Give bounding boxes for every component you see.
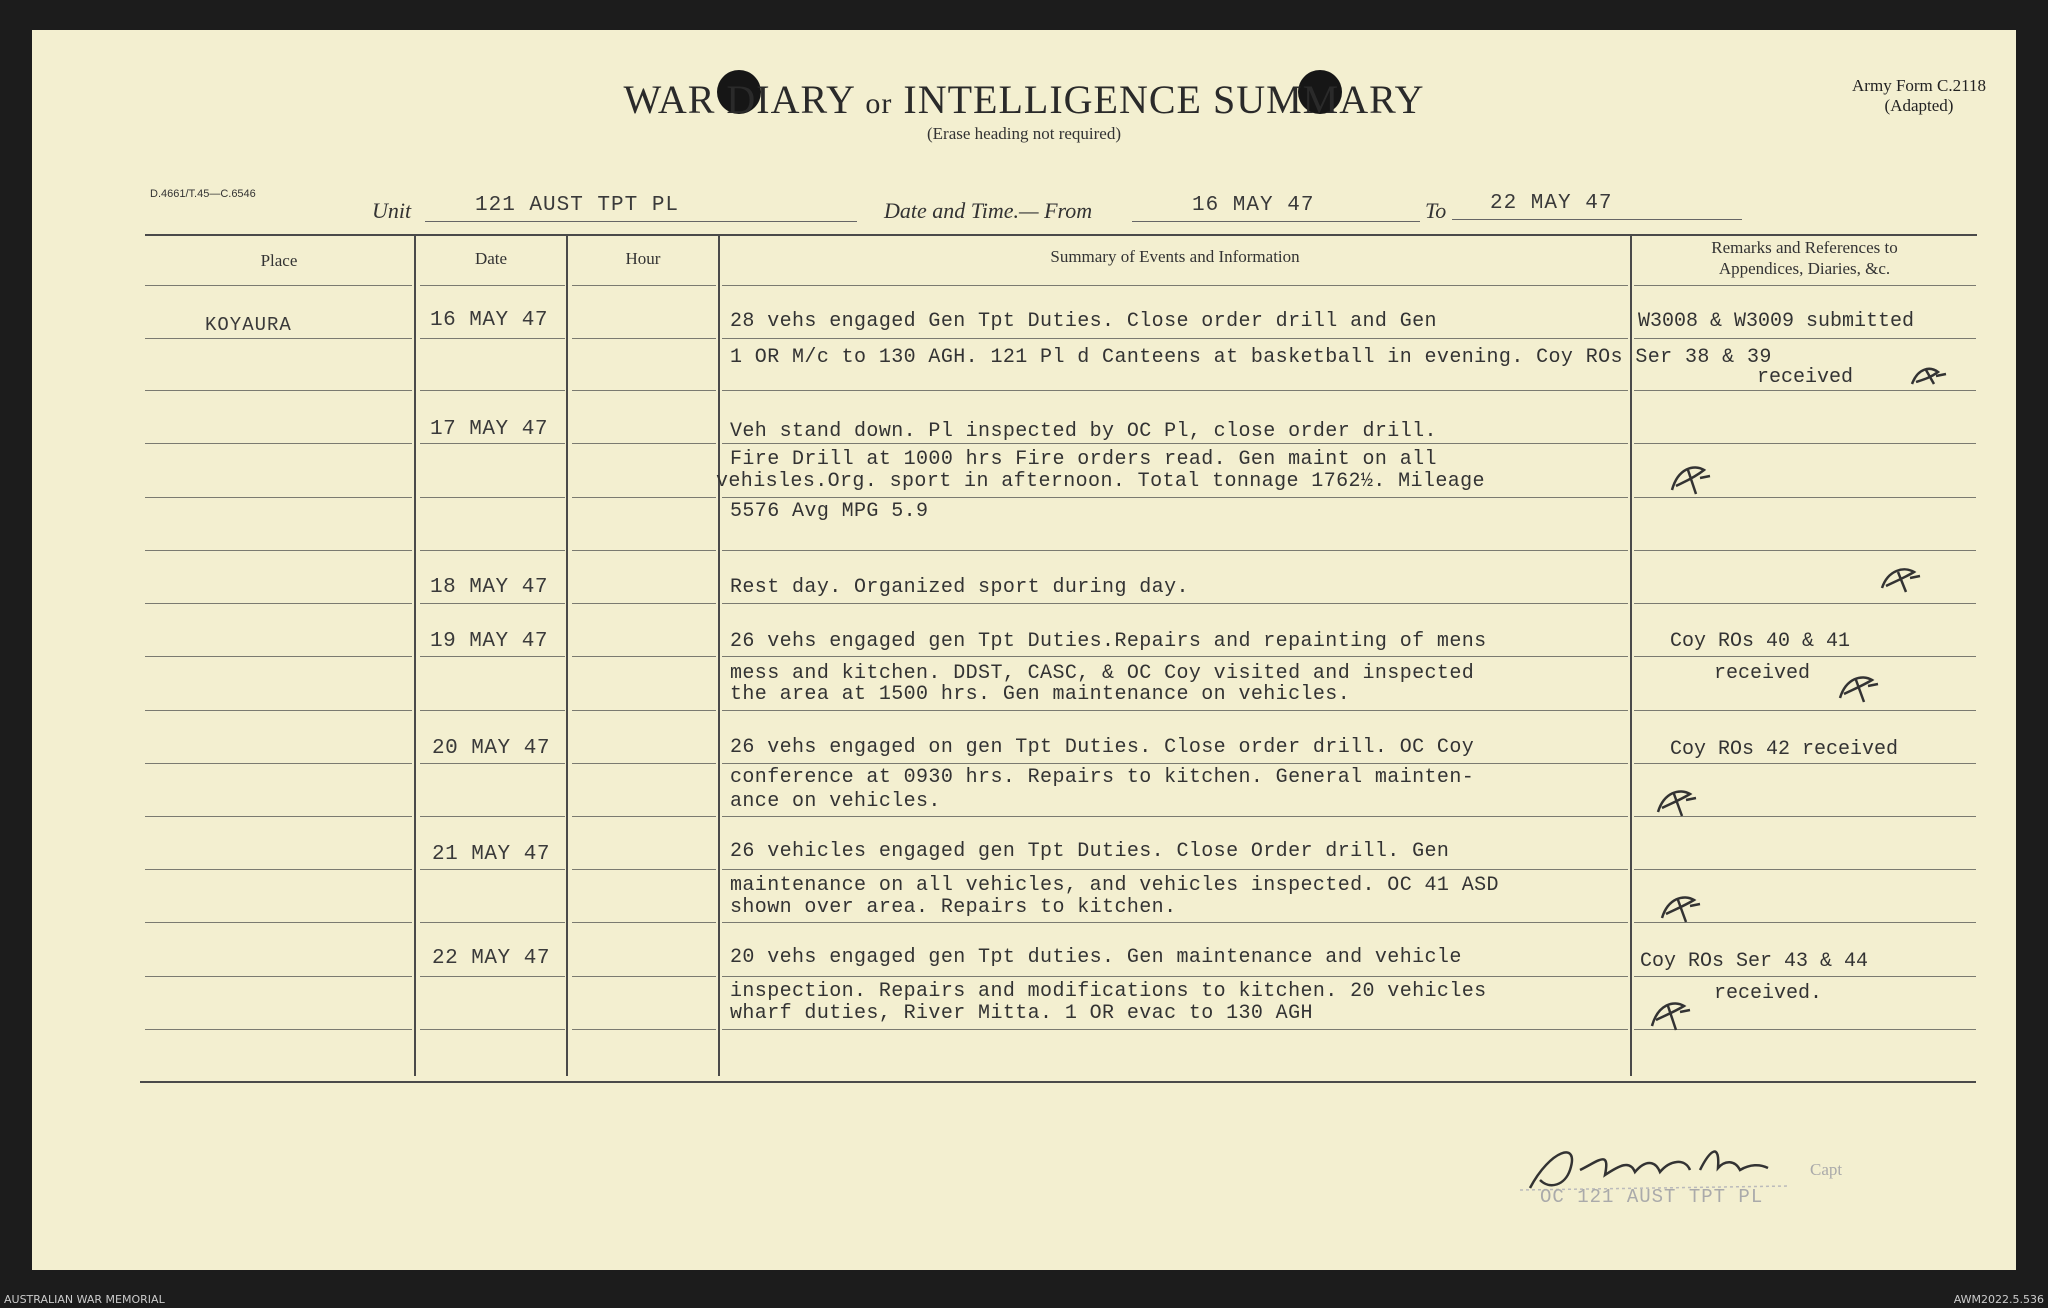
ruled-line [420,285,565,286]
ruled-line [722,603,1628,604]
ruled-line [722,443,1628,444]
handwritten-initial-mark [1908,362,1948,390]
summary-line: conference at 0930 hrs. Repairs to kitchen. General mainten- [730,766,1475,789]
ruled-line [722,976,1628,977]
summary-line: the area at 1500 hrs. Gen maintenance on vehicles. [730,683,1351,706]
handwritten-initial-mark [1652,784,1698,820]
page-title [0,76,2048,123]
title-war-diary: WAR DIARY [623,77,855,122]
form-code: D.4661/T.45—C.6546 [150,188,256,200]
remark-line: received. [1714,982,1823,1005]
unit-underline [425,221,857,222]
army-form-adapted: (Adapted) [1884,96,1954,115]
remark-line: Coy ROs 40 & 41 [1670,630,1851,653]
ruled-line [145,603,412,604]
from-date-value: 16 MAY 47 [1192,194,1315,217]
entry-date: 22 MAY 47 [432,947,550,970]
summary-line: wharf duties, River Mitta. 1 OR evac to 130 AGH [730,1002,1313,1025]
entry-date: 16 MAY 47 [430,309,548,332]
ruled-line [572,497,716,498]
handwritten-initial-mark [1876,562,1922,596]
handwritten-initial-mark [1666,460,1712,500]
ruled-line [145,497,412,498]
ruled-line [572,710,716,711]
army-form-number: Army Form C.2118 [1852,76,1986,95]
ruled-line [145,763,412,764]
unit-value: 121 AUST TPT PL [475,194,680,217]
archive-credit: AUSTRALIAN WAR MEMORIAL [4,1293,165,1306]
ruled-line [722,869,1628,870]
to-label: To [1425,198,1447,223]
ruled-line [572,285,716,286]
ruled-line [572,338,716,339]
summary-line: 20 vehs engaged gen Tpt duties. Gen maintenance and vehicle [730,946,1462,969]
column-header-date: Date [474,249,508,268]
ruled-line [722,285,1628,286]
ruled-line [1634,869,1976,870]
handwritten-initial-mark [1656,890,1702,926]
ruled-line [420,1029,565,1030]
summary-line: mess and kitchen. DDST, CASC, & OC Coy visited and inspected [730,662,1475,685]
ruled-line [572,603,716,604]
erase-note: (Erase heading not required) [927,124,1121,143]
ruled-line [572,1029,716,1030]
summary-line: vehisles.Org. sport in afternoon. Total tonnage 1762½. Mileage [716,470,1485,493]
summary-line: 26 vehs engaged gen Tpt Duties.Repairs and repainting of mens [730,630,1487,653]
ruled-line [420,710,565,711]
ruled-line [420,550,565,551]
army-form-label [1852,76,1986,116]
ruled-line [1634,710,1976,711]
column-header-hour: Hour [625,249,661,268]
ruled-line [420,816,565,817]
to-underline [1452,219,1742,220]
ruled-line [1634,550,1976,551]
handwritten-initial-mark [1834,670,1880,706]
ruled-line [572,763,716,764]
summary-line: 5576 Avg MPG 5.9 [730,500,929,523]
handwritten-initial-mark [1646,996,1692,1036]
entry-date: 21 MAY 47 [432,843,550,866]
column-header-remarks [1632,237,1977,279]
ruled-line [420,603,565,604]
summary-line: shown over area. Repairs to kitchen. [730,896,1177,919]
unit-label: Unit [372,198,412,223]
ruled-line [145,390,412,391]
ruled-line [722,763,1628,764]
column-header-summary: Summary of Events and Information [1050,247,1300,266]
table-top-rule [145,234,1977,236]
remark-line: received [1714,662,1811,685]
ruled-line [1634,656,1976,657]
ruled-line [1634,285,1976,286]
summary-line: 28 vehs engaged Gen Tpt Duties. Close order drill and Gen [730,310,1437,333]
ruled-line [722,816,1628,817]
ruled-line [145,285,412,286]
summary-line: Rest day. Organized sport during day. [730,576,1189,599]
summary-line: 1 OR M/c to 130 AGH. 121 Pl d Canteens at basketball in evening. Coy ROs Ser 38 & 39 [730,346,1772,369]
ruled-line [722,710,1628,711]
ruled-line [572,550,716,551]
summary-line: maintenance on all vehicles, and vehicles inspected. OC 41 ASD [730,874,1499,897]
entry-date: 19 MAY 47 [430,630,548,653]
remarks-header-line2: Appendices, Diaries, &c. [1718,259,1891,278]
ruled-line [145,338,412,339]
ruled-line [1634,976,1976,977]
date-time-label: Date and Time.— From [884,198,1093,223]
ruled-line [1634,763,1976,764]
ruled-line [420,497,565,498]
to-date-value: 22 MAY 47 [1490,192,1613,215]
column-divider-date [566,234,568,1076]
summary-line: Veh stand down. Pl inspected by OC Pl, close order drill. [730,420,1437,443]
ruled-line [145,550,412,551]
ruled-line [1634,443,1976,444]
ruled-line [572,976,716,977]
title-or: or [865,87,893,120]
summary-line: ance on vehicles. [730,790,941,813]
ruled-line [722,1029,1628,1030]
column-divider-hour [718,234,720,1076]
ruled-line [722,497,1628,498]
ruled-line [572,443,716,444]
ruled-line [1634,603,1976,604]
ruled-line [145,443,412,444]
entry-date: 18 MAY 47 [430,576,548,599]
ruled-line [722,550,1628,551]
summary-line: inspection. Repairs and modifications to kitchen. 20 vehicles [730,980,1487,1003]
remark-line: received [1757,366,1854,389]
place-value: KOYAURA [205,314,292,336]
ruled-line [572,390,716,391]
summary-line: 26 vehs engaged on gen Tpt Duties. Close order drill. OC Coy [730,736,1475,759]
ruled-line [145,656,412,657]
remark-line: Coy ROs 42 received [1670,738,1899,761]
ruled-line [572,816,716,817]
ruled-line [145,976,412,977]
ruled-line [145,816,412,817]
ruled-line [420,443,565,444]
remark-line: Coy ROs Ser 43 & 44 [1640,950,1869,973]
ruled-line [420,338,565,339]
ruled-line [1634,390,1976,391]
title-intelligence-summary: INTELLIGENCE SUMMARY [903,77,1425,122]
column-header-place: Place [260,251,298,270]
ruled-line [420,869,565,870]
ruled-line [420,922,565,923]
ruled-line [572,922,716,923]
ruled-line [420,976,565,977]
ruled-line [145,1029,412,1030]
ruled-line [420,390,565,391]
table-bottom-rule [140,1081,1976,1083]
archive-reference: AWM2022.5.536 [1953,1293,2044,1306]
column-divider-place [414,234,416,1076]
entry-date: 20 MAY 47 [432,737,550,760]
summary-line: Fire Drill at 1000 hrs Fire orders read. Gen maint on all [730,448,1437,471]
ruled-line [145,710,412,711]
ruled-line [722,922,1628,923]
remarks-header-line1: Remarks and References to [1711,238,1898,257]
ruled-line [420,656,565,657]
ruled-line [145,922,412,923]
signature-stamp: OC 121 AUST TPT PL [1540,1186,1764,1208]
ruled-line [420,763,565,764]
ruled-line [572,869,716,870]
ruled-line [722,390,1628,391]
ruled-line [145,869,412,870]
ruled-line [1634,338,1976,339]
summary-line: 26 vehicles engaged gen Tpt Duties. Close Order drill. Gen [730,840,1450,863]
ruled-line [722,338,1628,339]
from-underline [1132,221,1420,222]
entry-date: 17 MAY 47 [430,418,548,441]
ruled-line [572,656,716,657]
ruled-line [722,656,1628,657]
remark-line: W3008 & W3009 submitted [1638,310,1915,333]
signature-rank: Capt [1810,1160,1843,1179]
